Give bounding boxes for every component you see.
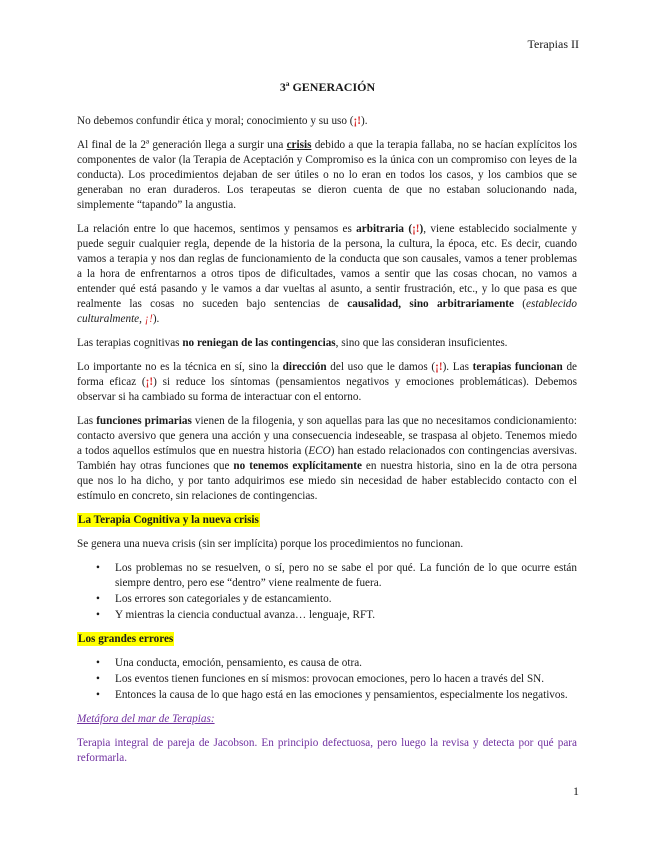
paragraph-contingencies [77, 336, 577, 351]
bold-term-no-explicitamente: no tenemos explícitamente [233, 460, 362, 472]
text-run: ). Las [442, 361, 473, 373]
list-item: • Los eventos tienen funciones en sí mismos: provocan emociones, pero lo hacen a través del SN. [77, 672, 577, 687]
page-title: 3ª GENERACIÓN [279, 80, 376, 94]
highlighted-heading: Los grandes errores [78, 633, 174, 645]
bold-paren: ) [419, 223, 424, 235]
text-run: del uso que le damos ( [326, 361, 436, 373]
list-item: • Los errores son categoriales y de estancamiento. [77, 592, 577, 607]
metaphor-text: Terapia integral de pareja de Jacobson. En principio defectuosa, pero luego la revisa y detecta por qué para reformarla. [77, 737, 577, 764]
exclamation-mark: ¡! [412, 223, 420, 235]
text-run: ). [360, 115, 368, 127]
text-run: de forma eficaz ( [77, 361, 578, 388]
highlighted-heading: La Terapia Cognitiva y la nueva crisis [78, 514, 259, 526]
paragraph-primary-functions [77, 414, 577, 504]
bold-term-funciones-primarias: funciones primarias [96, 415, 192, 427]
bold-term-crisis: crisis [286, 139, 312, 151]
list-item: • Una conducta, emoción, pensamiento, es causa de otra. [77, 656, 577, 671]
text-run: ) han estado relacionados con contingencias aversivas. También hay otras funciones que [77, 445, 578, 472]
exclamation-mark: ¡! [145, 376, 154, 388]
text-run: debido a que la terapia fallaba, no se hacían explícitos los componentes de valor (la Terapia de Aceptación y Compromiso es la única con un compromiso con leyes de la conducta). Los procedimientos dejaban de ser útiles o no lo eran en todos los casos, y los cambios que se generaban no eran duraderos. Los terapeutas se dieron cuenta de que no estaban solucionando nada, simplemente “tapando” la angustia. [77, 139, 577, 211]
metaphor-heading [77, 712, 577, 727]
text-run: Lo importante no es la técnica en sí, sino la [77, 361, 283, 373]
text-run: Las terapias cognitivas [77, 337, 183, 349]
paragraph-ethics [77, 114, 577, 129]
paragraph-arbitrary [77, 222, 577, 327]
paragraph-crisis [77, 138, 577, 213]
bold-term-causalidad: causalidad, sino arbitrariamente [347, 298, 514, 310]
document-body [77, 114, 577, 775]
text-run: , viene establecido socialmente y puede seguir cualquier regla, depende de la historia de la persona, la cultura, la época, etc. Es decir, cuando vamos a terapia y nos dan reglas de funcionamiento de la conducta que son causales, vamos a tener problemas a la hora de enfrentarnos a otros tipos de dificultades, vamos a sentir que las cosas chocan, no vamos a entender qué está pasando y le vamos a dar vueltas al asunto, a sentir frustración, etc., y lo que pasa es que realmente las cosas no suceden bajo sentencias de [77, 223, 577, 310]
italic-text: establecido culturalmente, [77, 298, 577, 325]
list-item: • Entonces la causa de lo que hago está en las emociones y pensamientos, especialmente los negativos. [77, 688, 577, 703]
bold-term-arbitraria: arbitraria ( [356, 223, 413, 235]
text-run: La relación entre lo que hacemos, sentimos y pensamos es [77, 223, 357, 235]
exclamation-mark: ¡! [144, 313, 153, 325]
bold-term-contingencias: no reniegan de las contingencias [182, 337, 336, 349]
running-header: Terapias II [527, 37, 579, 51]
text-run: ) si reduce los síntomas (pensamientos negativos y emociones problemáticas). Debemos observar si ha cambiado su forma de interactuar con el entorno. [77, 376, 577, 403]
text-run: No debemos confundir ética y moral; conocimiento y su uso ( [77, 115, 354, 127]
text-run: vienen de la filogenia, y son aquellas para las que no necesitamos condicionamiento: contacto aversivo que genera una acción y una consecuencia indeseable, se traspasa al objeto. Tenemos miedo a todos aquellos estímulos que en nuestra historia ( [77, 415, 577, 457]
metaphor-title: Metáfora del mar de Terapias: [77, 713, 215, 725]
italic-text-eco: ECO [308, 445, 331, 457]
bold-term-direccion: dirección [282, 361, 327, 373]
section-heading-errors [77, 632, 577, 647]
paragraph-direction [77, 360, 577, 405]
list-item: • Los problemas no se resuelven, o sí, pero no se sabe el por qué. La función de lo que ocurre están siempre dentro, pero ese “dentro” viene realmente de fuera. [77, 561, 577, 591]
page-number: 1 [573, 784, 579, 798]
bullet-list-errors [77, 656, 577, 703]
text-run: ). [152, 313, 160, 325]
text-run: Al final de la 2ª generación llega a surgir una [77, 139, 287, 151]
text-run: Las [77, 415, 97, 427]
bullet-list-crisis [77, 561, 577, 623]
section-heading-cognitive-crisis [77, 513, 577, 528]
exclamation-mark: ¡! [435, 361, 443, 373]
list-item: • Y mientras la ciencia conductual avanza… lenguaje, RFT. [77, 608, 577, 623]
text-run: ( [514, 298, 527, 310]
text-run: en nuestra historia, sino en la de otra persona que nos lo ha dicho, y por tanto adquirimos ese miedo sin necesidad de haber establecido contacto con el estímulo en concreto, sin relaciones de contingencias. [77, 460, 577, 502]
bold-term-terapias-funcionan: terapias funcionan [472, 361, 563, 373]
text-run: , sino que las consideran insuficientes. [335, 337, 508, 349]
exclamation-mark: ¡! [353, 115, 361, 127]
section-intro: Se genera una nueva crisis (sin ser implícita) porque los procedimientos no funcionan. [77, 538, 464, 550]
